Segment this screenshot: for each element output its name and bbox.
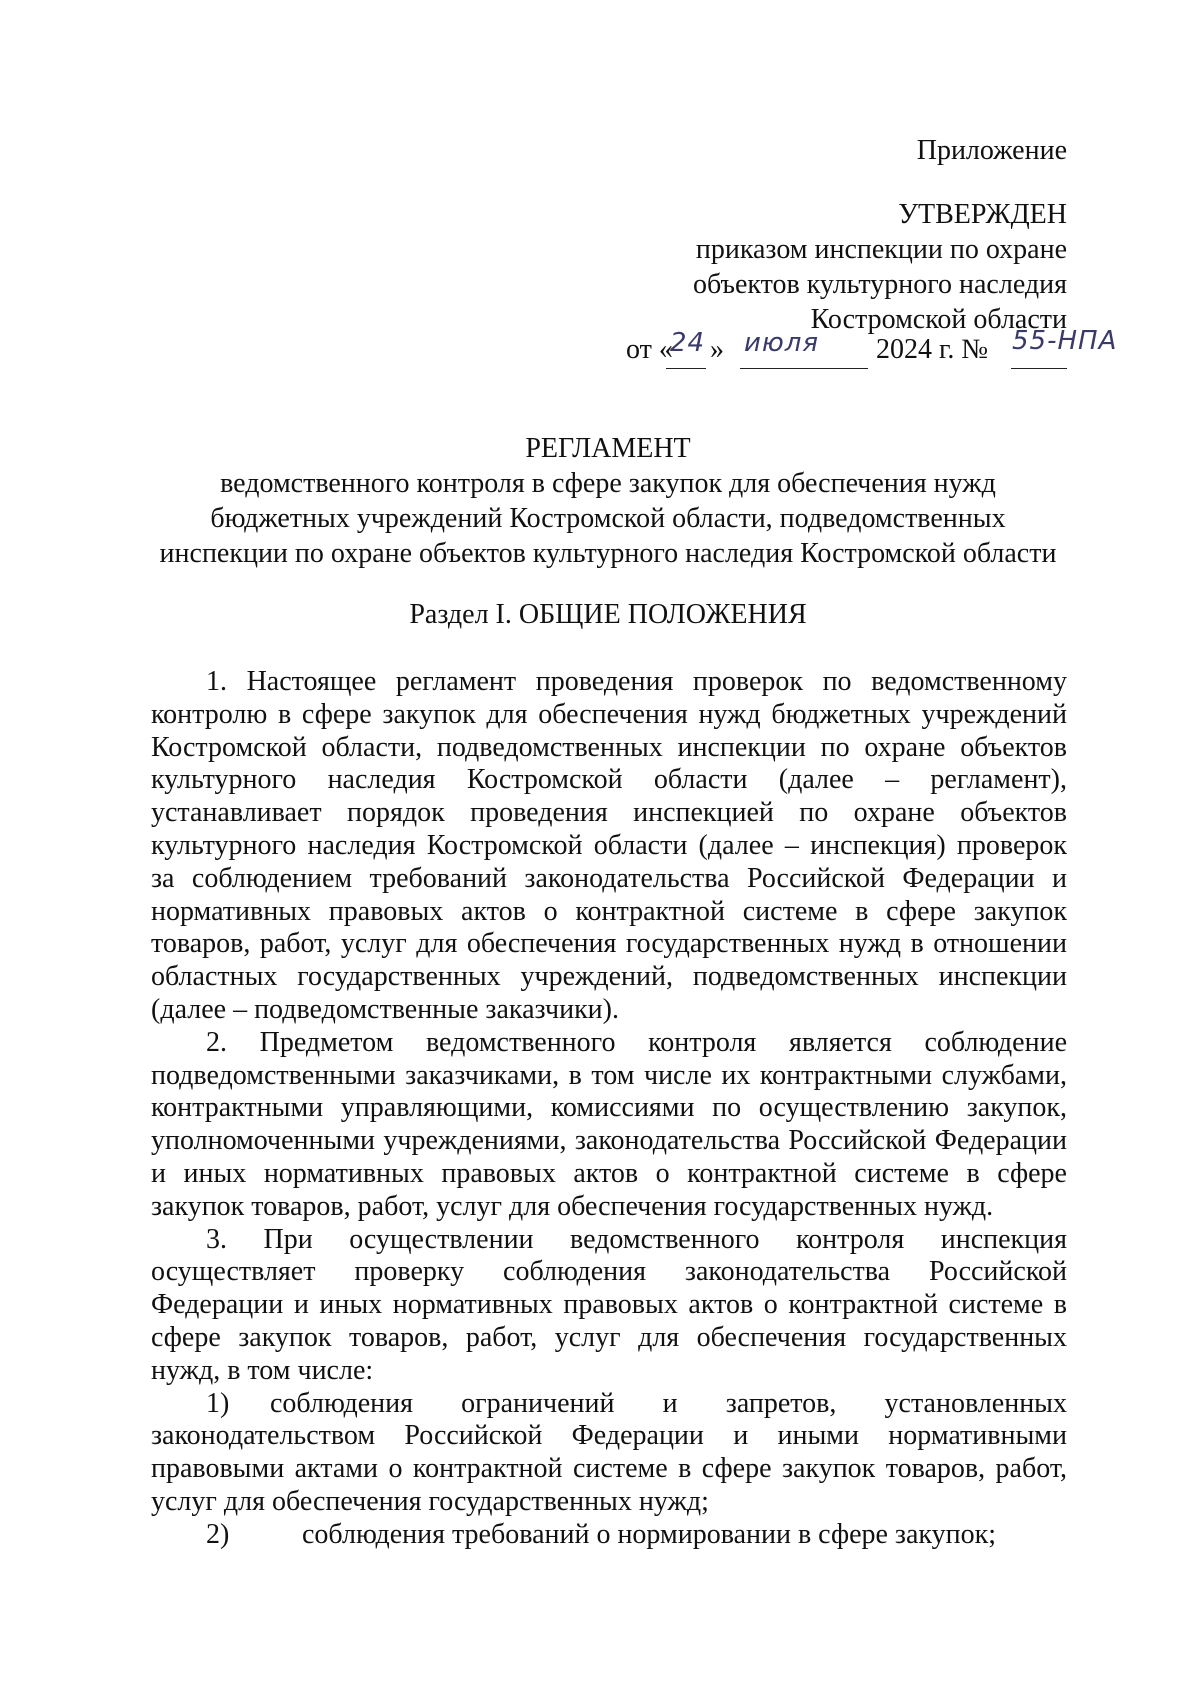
paragraph-2: 2. Предметом ведомственного контроля является соблюдение подведомственными заказчиками, в том числе их контрактными службами, контрактными управляющими, комиссиями по осуществлению закупок, уполномоченными учреждениями, законодательства Российской Федерации и иных нормативных правовых актов о контрактной системе в сфере закупок товаров, работ, услуг для обеспечения государственных нужд.: [151, 1026, 1067, 1222]
approval-date-line: [626, 326, 1118, 374]
number-underline: [1011, 368, 1067, 369]
list-item-1: [151, 1388, 1067, 1519]
document-title: РЕГЛАМЕНТ: [525, 433, 691, 464]
approval-line-3: Костромской области: [810, 304, 1067, 335]
handwritten-day: 24: [670, 328, 706, 358]
section-heading: Раздел I. ОБЩИЕ ПОЛОЖЕНИЯ: [409, 599, 807, 630]
handwritten-month: июля: [744, 328, 820, 358]
title-subline-2: бюджетных учреждений Костромской области, подведомственных: [210, 503, 1006, 534]
list-item-2-number: 2): [206, 1518, 230, 1550]
appendix-label: Приложение: [916, 135, 1067, 166]
date-mid: »: [710, 334, 724, 365]
approval-line-2: объектов культурного наследия: [692, 269, 1067, 300]
year-number-label: 2024 г. №: [876, 334, 989, 365]
paragraph-1: 1. Настоящее регламент проведения проверок по ведомственному контролю в сфере закупок для обеспечения нужд бюджетных учреждений Костромской области, подведомственных инспекции по охране объектов культурного наследия Костромской области (далее – регламент), устанавливает порядок проведения инспекцией по охране объектов культурного наследия Костромской области (далее – инспекция) проверок за соблюдением требований законодательства Российской Федерации и нормативных правовых актов о контрактной системе в сфере закупок товаров, работ, услуг для обеспечения государственных нужд в отношении областных государственных учреждений, подведомственных инспекции (далее – подведомственные заказчики).: [151, 666, 1067, 1025]
handwritten-number: 55-НПА: [1012, 326, 1118, 356]
list-item-1-number: 1): [206, 1387, 230, 1419]
approval-line-1: приказом инспекции по охране: [695, 234, 1067, 265]
paragraph-3: 3. При осуществлении ведомственного контроля инспекция осуществляет проверку соблюдения законодательства Российской Федерации и иных нормативных правовых актов о контрактной системе в сфере закупок товаров, работ, услуг для обеспечения государственных нужд, в том числе:: [151, 1223, 1067, 1386]
approval-block: [693, 133, 1067, 337]
approved-label: УТВЕРЖДЕН: [898, 199, 1067, 230]
list-item-2: [151, 1519, 1067, 1552]
month-underline: [740, 368, 868, 369]
date-prefix: от «: [626, 334, 673, 365]
list-item-2-text: соблюдения требований о нормировании в сфере закупок;: [302, 1518, 996, 1550]
title-subline-3: инспекции по охране объектов культурного наследия Костромской области: [159, 538, 1057, 569]
body-text: [151, 666, 1067, 1552]
list-item-1-text: соблюдения ограничений и запретов, установленных законодательством Российской Федерации и иными нормативными правовыми актами о контрактной системе в сфере закупок товаров, работ, услуг для обеспечения государственных нужд;: [151, 1387, 1067, 1517]
document-title-block: [148, 431, 1068, 571]
day-underline: [666, 368, 706, 369]
title-subline-1: ведомственного контроля в сфере закупок для обеспечения нужд: [220, 468, 996, 499]
